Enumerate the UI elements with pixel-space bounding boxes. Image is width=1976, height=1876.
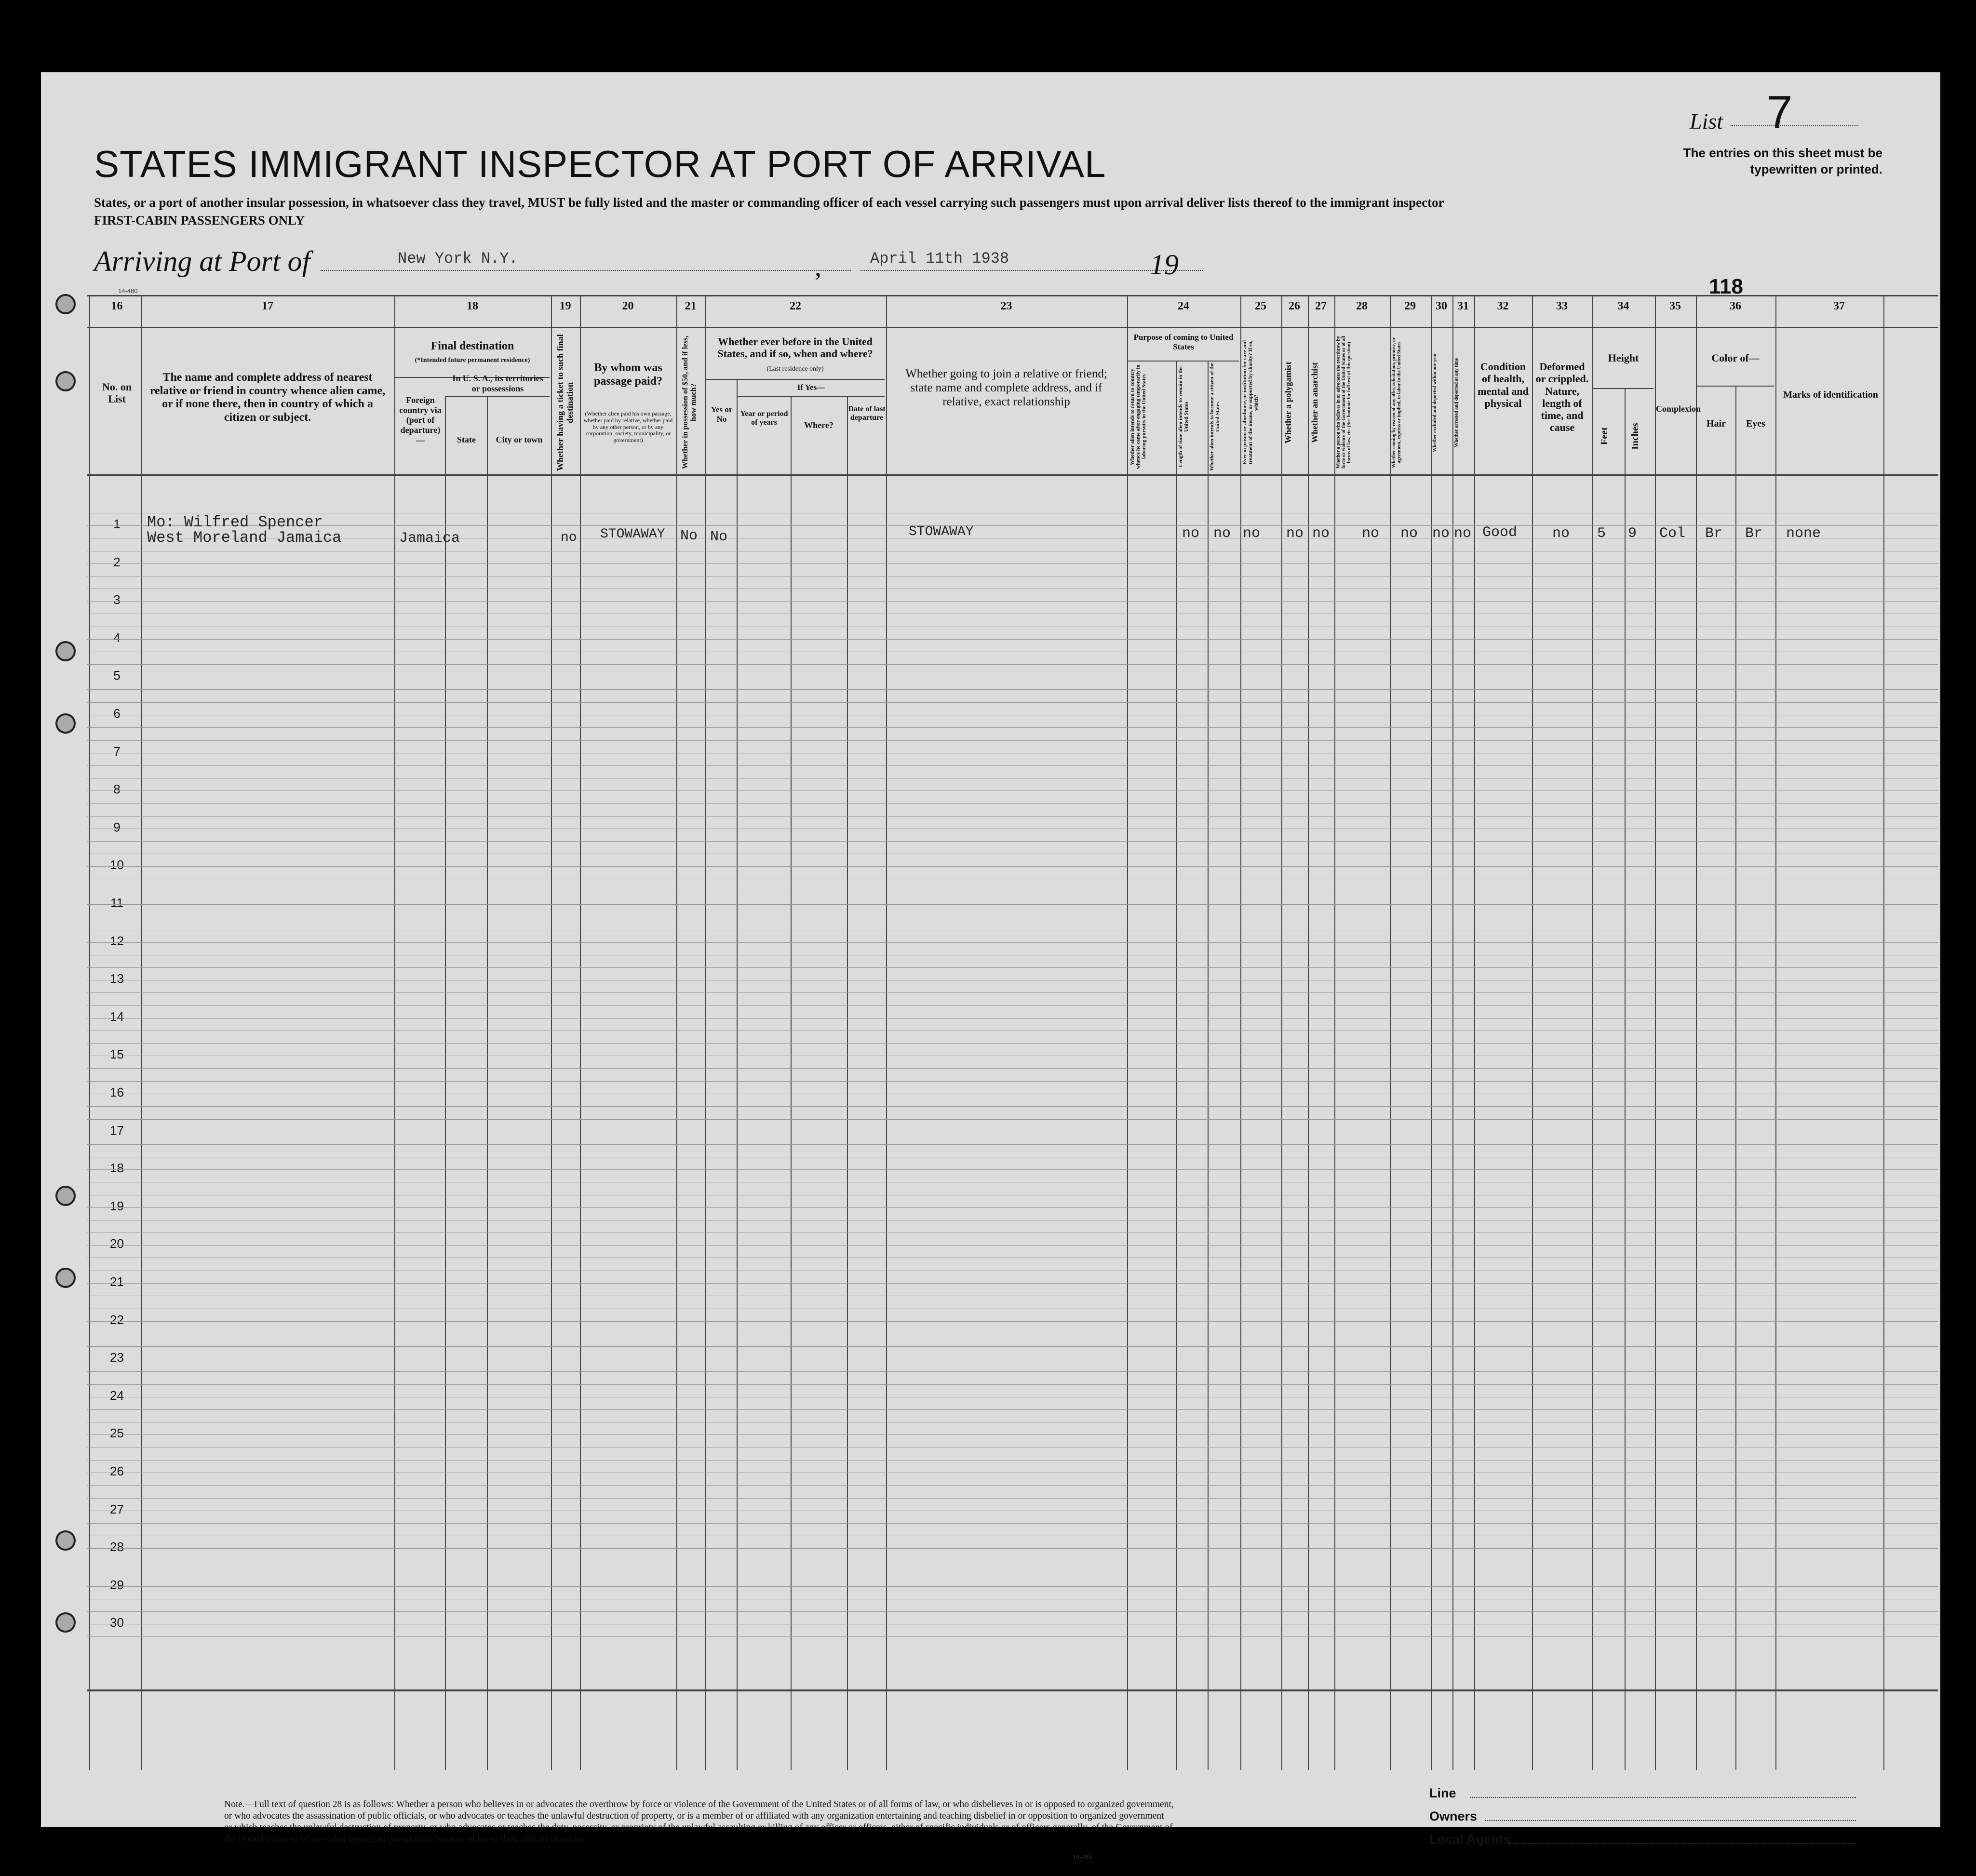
- entry-eyes: Br: [1745, 525, 1763, 542]
- header-q28: Whether a person who believes in or advocates the overthrow by force or violence of the Government of the United States or of all forms of law, etc. (See footnote for full text of this question): [1336, 336, 1352, 469]
- entry-q28: no: [1362, 525, 1380, 542]
- entry-marks: none: [1786, 525, 1821, 542]
- row-number: 8: [113, 782, 121, 797]
- entry-hair: Br: [1705, 525, 1723, 542]
- col-num-25: 25: [1255, 300, 1266, 312]
- entry-ticket: no: [561, 530, 577, 545]
- header-anarchist: Whether an anarchist: [1310, 362, 1319, 443]
- row-number: 13: [110, 971, 124, 986]
- col-num-22: 22: [790, 300, 801, 312]
- header-marks: Marks of identification: [1783, 389, 1878, 400]
- owners-label-text: Owners: [1429, 1809, 1478, 1823]
- row-rule: [87, 1523, 1938, 1524]
- header-by-whom-paid-sub: (Whether alien paid his own passage, whether paid by relative, whether paid by any other person, or by any corporation, society, municipality, or government): [583, 410, 673, 444]
- row-rule: [87, 1283, 1938, 1284]
- rule: [847, 396, 848, 1770]
- row-rule: [87, 816, 1938, 817]
- manifest-sheet: [41, 72, 1940, 1861]
- header-hair: Hair: [1707, 418, 1726, 429]
- row-rule: [87, 1586, 1938, 1587]
- col-num-24: 24: [1178, 300, 1189, 312]
- entry-relative-line2: West Moreland Jamaica: [147, 529, 342, 547]
- row-rule: [87, 1106, 1938, 1107]
- header-date-last-departure: Date of last departure: [848, 405, 886, 422]
- header-final-destination: Final destination: [430, 340, 514, 352]
- row-rule: [87, 1207, 1938, 1208]
- row-number: 2: [113, 554, 121, 569]
- header-q31: Whether arrested and deported at any time: [1454, 358, 1459, 447]
- row-number: 18: [110, 1161, 124, 1176]
- entry-ever-before: No: [710, 529, 728, 545]
- header-final-destination-sub: (*Intended future permanent residence): [415, 357, 530, 364]
- agents-label-text: Local Agents: [1429, 1832, 1511, 1847]
- header-q30: Whether excluded and deported within one year: [1432, 353, 1438, 452]
- rule: [791, 396, 792, 1770]
- rule: [1176, 361, 1177, 1770]
- col-num-26: 26: [1289, 300, 1300, 312]
- col-num-19: 19: [559, 300, 571, 312]
- header-yes-or-no: Yes or No: [711, 405, 733, 424]
- col-num-16: 16: [111, 300, 123, 312]
- row-rule: [87, 601, 1938, 602]
- entry-q30: no: [1432, 525, 1450, 542]
- entry-prison: no: [1243, 525, 1261, 542]
- rule: [87, 1689, 1938, 1691]
- row-rule: [87, 664, 1938, 665]
- col-num-18: 18: [467, 300, 478, 312]
- entry-deformed: no: [1552, 525, 1570, 542]
- header-color-of: Color of—: [1711, 352, 1760, 364]
- rule: [446, 396, 550, 397]
- row-rule: [87, 702, 1938, 703]
- year-prefix-text: 19: [1150, 249, 1179, 281]
- row-number: 21: [110, 1274, 124, 1289]
- entry-possession-50: No: [680, 528, 698, 544]
- owners-label: [1429, 1809, 1477, 1824]
- row-number: 16: [110, 1085, 124, 1099]
- punch-hole-icon: [55, 1530, 76, 1551]
- row-rule: [87, 1548, 1938, 1549]
- entry-polygamist: no: [1286, 525, 1304, 542]
- row-number: 12: [110, 933, 124, 948]
- header-in-usa: In U. S. A., its territories or possessions: [452, 374, 543, 393]
- entry-q31: no: [1454, 525, 1472, 542]
- row-rule: [87, 1245, 1938, 1246]
- rule: [445, 396, 446, 1770]
- col-num-30: 30: [1436, 300, 1447, 312]
- col-num-20: 20: [622, 300, 634, 312]
- header-purpose-b: Length of time alien intends to remain in the United States: [1178, 366, 1190, 467]
- header-q29: Whether coming by reason of any offer, solicitation, promise, or agreement, express or implied, to labor in the United States: [1391, 337, 1402, 468]
- page-title: STATES IMMIGRANT INSPECTOR AT PORT OF ARRIVAL: [94, 143, 1106, 185]
- col-num-21: 21: [685, 300, 697, 312]
- row-rule: [87, 1169, 1938, 1170]
- row-rule: [87, 1611, 1938, 1612]
- line-label: [1429, 1786, 1456, 1801]
- entry-health: Good: [1482, 524, 1518, 541]
- punch-hole-icon: [55, 1612, 76, 1633]
- row-number: 6: [113, 706, 121, 721]
- row-rule: [87, 1144, 1938, 1145]
- row-rule: [87, 1485, 1938, 1486]
- entry-purpose-a: no: [1182, 525, 1200, 542]
- rule: [1128, 361, 1239, 362]
- row-rule: [87, 1460, 1938, 1461]
- row-number: 4: [113, 630, 121, 645]
- owners-field[interactable]: [1485, 1820, 1856, 1821]
- row-number: 7: [113, 744, 121, 759]
- col-num-27: 27: [1315, 300, 1327, 312]
- row-rule: [87, 689, 1938, 690]
- header-foreign-country: Foreign country via (port of departure)—: [399, 395, 442, 445]
- header-year-or-period: Year or period of years: [740, 410, 788, 427]
- footer-note: Note.—Full text of question 28 is as follows: Whether a person who believes in or advocates the overthrow by force or violence of the Government of the United States or of all forms of law, or who disbelieves in or is opposed to organized government, or who advocates the assassination of public officials, or who advocates or teaches the unlawful destruction of property, or is a member of or affiliated with any organization entertaining and teaching disbelief in or opposition to organized government or which teaches the unlawful destruction of property, or who advocates or teaches the duty, necessity, or propriety of the unlawful assaulting or killing of any officer or officers, either of specific individuals or of officers generally, of the Government of the United States or of any other organized government because of his or their official character.: [224, 1799, 1174, 1844]
- row-number: 23: [110, 1350, 124, 1365]
- col-num-29: 29: [1404, 300, 1416, 312]
- sheet-number: 118: [1709, 275, 1743, 298]
- row-rule: [87, 1498, 1938, 1499]
- header-ever-before: Whether ever before in the United States, and if so, when and where?: [717, 335, 873, 360]
- header-if-yes: If Yes—: [797, 383, 825, 392]
- rule: [87, 474, 1938, 476]
- row-rule: [87, 1371, 1938, 1372]
- year-prefix: [1150, 248, 1179, 281]
- row-number: 29: [110, 1577, 124, 1592]
- row-rule: [87, 992, 1938, 993]
- header-deformed: Deformed or crippled. Nature, length of time, and cause: [1535, 361, 1589, 434]
- row-number: 28: [110, 1540, 124, 1554]
- row-number: 15: [110, 1047, 124, 1062]
- entry-paid-by: STOWAWAY: [600, 527, 665, 542]
- row-rule: [87, 1068, 1938, 1069]
- row-rule: [87, 841, 1938, 842]
- entry-complexion: Col: [1659, 525, 1686, 542]
- header-nearest-relative: The name and complete address of nearest relative or friend in country whence alien came, or if none there, then in country of which a citizen or subject.: [149, 371, 386, 424]
- entry-q29: no: [1400, 525, 1418, 542]
- row-rule: [87, 1346, 1938, 1347]
- rule: [1625, 388, 1626, 1770]
- footer-form-number: 14-480: [1073, 1853, 1092, 1861]
- instruction-text: States, or a port of another insular possession, in whatsoever class they travel, MUST be fully listed and the master or commanding officer of each vessel carrying such passengers must upon arrival deliver lists thereof to the immigrant inspector: [94, 195, 1444, 210]
- row-rule: [87, 1384, 1938, 1385]
- header-city-or-town: City or town: [496, 435, 543, 444]
- col-num-36: 36: [1730, 300, 1741, 312]
- row-rule: [87, 765, 1938, 766]
- row-rule: [87, 563, 1938, 564]
- line-label-text: Line: [1429, 1786, 1456, 1800]
- row-number: 20: [110, 1236, 124, 1251]
- row-rule: [87, 639, 1938, 640]
- header-state: State: [457, 435, 476, 444]
- header-ever-before-sub: (Last residence only): [766, 365, 824, 373]
- row-rule: [87, 1321, 1938, 1322]
- col-num-32: 32: [1497, 300, 1509, 312]
- rule: [706, 379, 885, 380]
- list-line: [1731, 125, 1858, 126]
- row-rule: [87, 1043, 1938, 1044]
- col-num-37: 37: [1833, 300, 1845, 312]
- port-value: New York N.Y.: [398, 250, 518, 268]
- row-rule: [87, 803, 1938, 804]
- row-rule: [87, 727, 1938, 728]
- rule: [1735, 386, 1736, 1770]
- list-label: List: [1690, 109, 1723, 134]
- header-height: Height: [1608, 352, 1639, 364]
- row-number: 19: [110, 1198, 124, 1213]
- col-num-34: 34: [1617, 300, 1629, 312]
- row-rule: [87, 1005, 1938, 1006]
- entry-relative-line1: Mo: Wilfred Spencer: [147, 513, 323, 531]
- col-num-35: 35: [1669, 300, 1681, 312]
- agents-field[interactable]: [1509, 1843, 1856, 1844]
- header-no-on-list: No. on List: [102, 381, 132, 405]
- row-number: 26: [110, 1464, 124, 1478]
- header-feet: Feet: [1599, 427, 1610, 445]
- agents-label: [1429, 1832, 1511, 1847]
- port-line: [321, 270, 851, 271]
- row-rule: [87, 1636, 1938, 1637]
- header-by-whom-paid: By whom was passage paid?: [593, 362, 663, 388]
- line-field[interactable]: [1470, 1797, 1856, 1798]
- entry-purpose-c: no: [1213, 525, 1231, 542]
- row-number: 3: [113, 592, 121, 607]
- rule: [87, 327, 1938, 328]
- row-number: 14: [110, 1009, 124, 1024]
- row-number: 24: [110, 1388, 124, 1403]
- header-purpose: Purpose of coming to United States: [1133, 333, 1234, 351]
- header-inches: Inches: [1630, 423, 1640, 450]
- row-number: 27: [110, 1501, 124, 1516]
- header-possession-50: Whether in possession of $50, and if less, how much?: [681, 335, 698, 469]
- header-join-relative: Whether going to join a relative or friend; state name and complete address, and if relative, exact relationship: [905, 367, 1107, 408]
- row-number: 1: [113, 517, 121, 531]
- header-complexion: Complexion: [1656, 404, 1701, 414]
- comma: ,: [815, 252, 821, 282]
- row-number: 22: [110, 1312, 124, 1327]
- punch-hole-icon: [55, 641, 76, 661]
- col-num-17: 17: [262, 300, 273, 312]
- header-health: Condition of health, mental and physical: [1478, 361, 1529, 409]
- rule: [487, 396, 488, 1770]
- header-prison: Ever in prison or almshouse, or institution for care and treatment of the insane, or supported by charity? If so, which?: [1242, 340, 1260, 465]
- form-number: 14-480: [118, 287, 138, 295]
- first-cabin-label: FIRST-CABIN PASSENGERS ONLY: [94, 213, 305, 228]
- punch-hole-icon: [55, 1268, 76, 1288]
- rule: [87, 295, 1938, 296]
- arriving-label: Arriving at Port of: [94, 245, 310, 277]
- row-number: 5: [113, 668, 121, 683]
- row-number: 11: [110, 896, 123, 910]
- header-purpose-c: Whether alien intends to become a citizen of the United States: [1209, 362, 1221, 471]
- col-num-28: 28: [1356, 300, 1368, 312]
- punch-hole-icon: [55, 371, 76, 391]
- row-rule: [87, 942, 1938, 943]
- header-eyes: Eyes: [1746, 418, 1765, 429]
- row-rule: [87, 866, 1938, 867]
- col-num-31: 31: [1457, 300, 1469, 312]
- punch-hole-icon: [55, 713, 76, 734]
- header-polygamist: Whether a polygamist: [1283, 362, 1293, 443]
- col-num-23: 23: [1000, 300, 1012, 312]
- rule: [1208, 361, 1209, 1770]
- row-rule: [87, 1081, 1938, 1082]
- row-rule: [87, 1119, 1938, 1120]
- punch-hole-icon: [55, 1186, 76, 1206]
- row-rule: [87, 1434, 1938, 1435]
- entry-foreign-country: Jamaica: [399, 530, 460, 547]
- row-rule: [87, 740, 1938, 741]
- entry-anarchist: no: [1312, 525, 1330, 542]
- punch-hole-icon: [55, 294, 76, 314]
- rule: [738, 396, 885, 397]
- row-number: 17: [110, 1123, 124, 1138]
- entry-join-relative: STOWAWAY: [909, 524, 974, 539]
- date-value: April 11th 1938: [870, 250, 1009, 268]
- row-number: 30: [110, 1615, 124, 1630]
- row-rule: [87, 967, 1938, 968]
- entry-inches: 9: [1628, 525, 1637, 542]
- row-number: 25: [110, 1426, 124, 1441]
- list-number: 7: [1767, 86, 1793, 138]
- row-number: 10: [110, 858, 124, 872]
- col-num-33: 33: [1556, 300, 1568, 312]
- row-rule: [87, 1409, 1938, 1410]
- header-ticket: Whether having a ticket to such final destination: [555, 334, 575, 471]
- row-rule: [87, 904, 1938, 905]
- header-where: Where?: [804, 420, 833, 430]
- rule: [1593, 388, 1653, 389]
- entry-feet: 5: [1597, 525, 1606, 542]
- row-number: 9: [113, 819, 121, 834]
- entries-note: The entries on this sheet must be typewritten or printed.: [1683, 146, 1882, 176]
- header-purpose-a: Whether alien intends to return to country whence he came after engaging temporarily in laboring pursuits in the United States: [1129, 364, 1147, 469]
